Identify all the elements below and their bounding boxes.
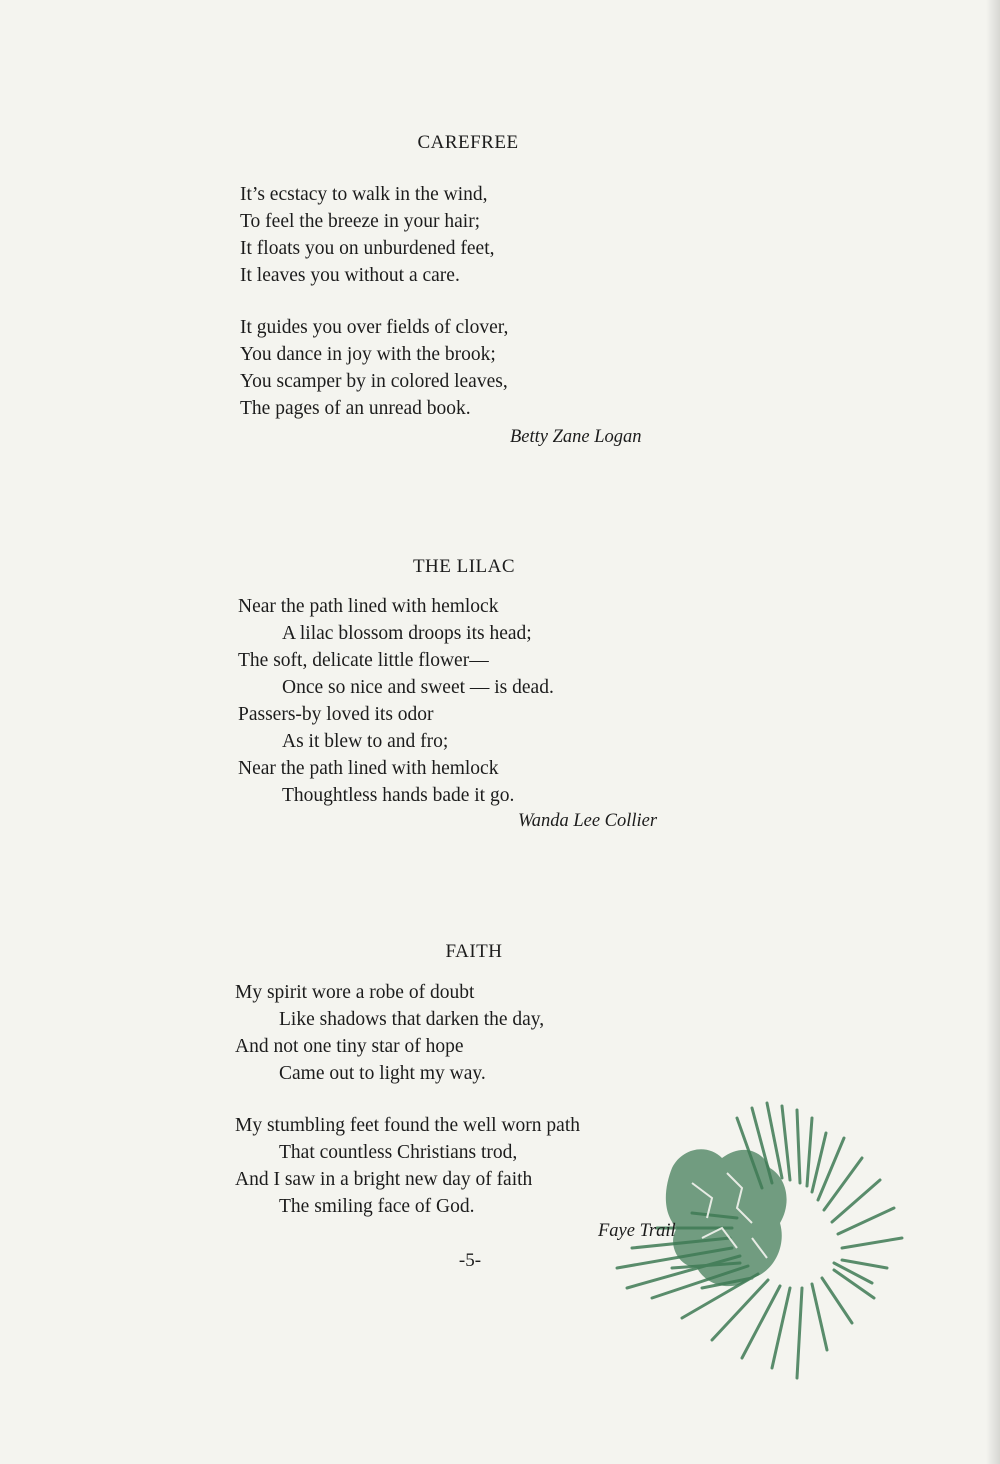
poem-line: The soft, delicate little flower— — [238, 650, 489, 671]
poem-author: Wanda Lee Collier — [518, 811, 658, 831]
poem-line: Came out to light my way. — [279, 1063, 486, 1084]
poem-line: My stumbling feet found the well worn path — [235, 1115, 580, 1136]
poem-line: Near the path lined with hemlock — [238, 596, 499, 617]
poem-title: THE LILAC — [412, 556, 516, 577]
poem-line: As it blew to and fro; — [282, 731, 449, 752]
poem-line: It leaves you without a care. — [240, 265, 460, 286]
poem-line: It’s ecstacy to walk in the wind, — [240, 184, 488, 205]
poem-line: To feel the breeze in your hair; — [240, 211, 481, 232]
poem-line: Near the path lined with hemlock — [238, 758, 499, 779]
poem-line: My spirit wore a robe of doubt — [235, 982, 475, 1003]
poem-line: A lilac blossom droops its head; — [282, 623, 532, 644]
poem-line: Thoughtless hands bade it go. — [282, 785, 515, 806]
poem-line: You scamper by in colored leaves, — [240, 371, 508, 392]
poem-line: And I saw in a bright new day of faith — [235, 1169, 533, 1190]
poem-author: Faye Trail — [598, 1221, 676, 1241]
poem-line: Once so nice and sweet — is dead. — [282, 677, 554, 698]
poem-line: You dance in joy with the brook; — [240, 344, 496, 365]
poem-title: CAREFREE — [417, 132, 519, 153]
page-number: -5- — [458, 1250, 482, 1271]
poem-author: Betty Zane Logan — [510, 427, 642, 447]
poem-line: That countless Christians trod, — [279, 1142, 518, 1163]
poem-line: Like shadows that darken the day, — [279, 1009, 545, 1030]
poem-line: The pages of an unread book. — [240, 398, 471, 419]
poem-line: The smiling face of God. — [279, 1196, 475, 1217]
poem-line: It guides you over fields of clover, — [240, 317, 509, 338]
poem-line: Passers-by loved its odor — [238, 704, 434, 725]
poem-title: FAITH — [445, 941, 503, 962]
poem-line: And not one tiny star of hope — [235, 1036, 464, 1057]
poem-line: It floats you on unburdened feet, — [240, 238, 495, 259]
